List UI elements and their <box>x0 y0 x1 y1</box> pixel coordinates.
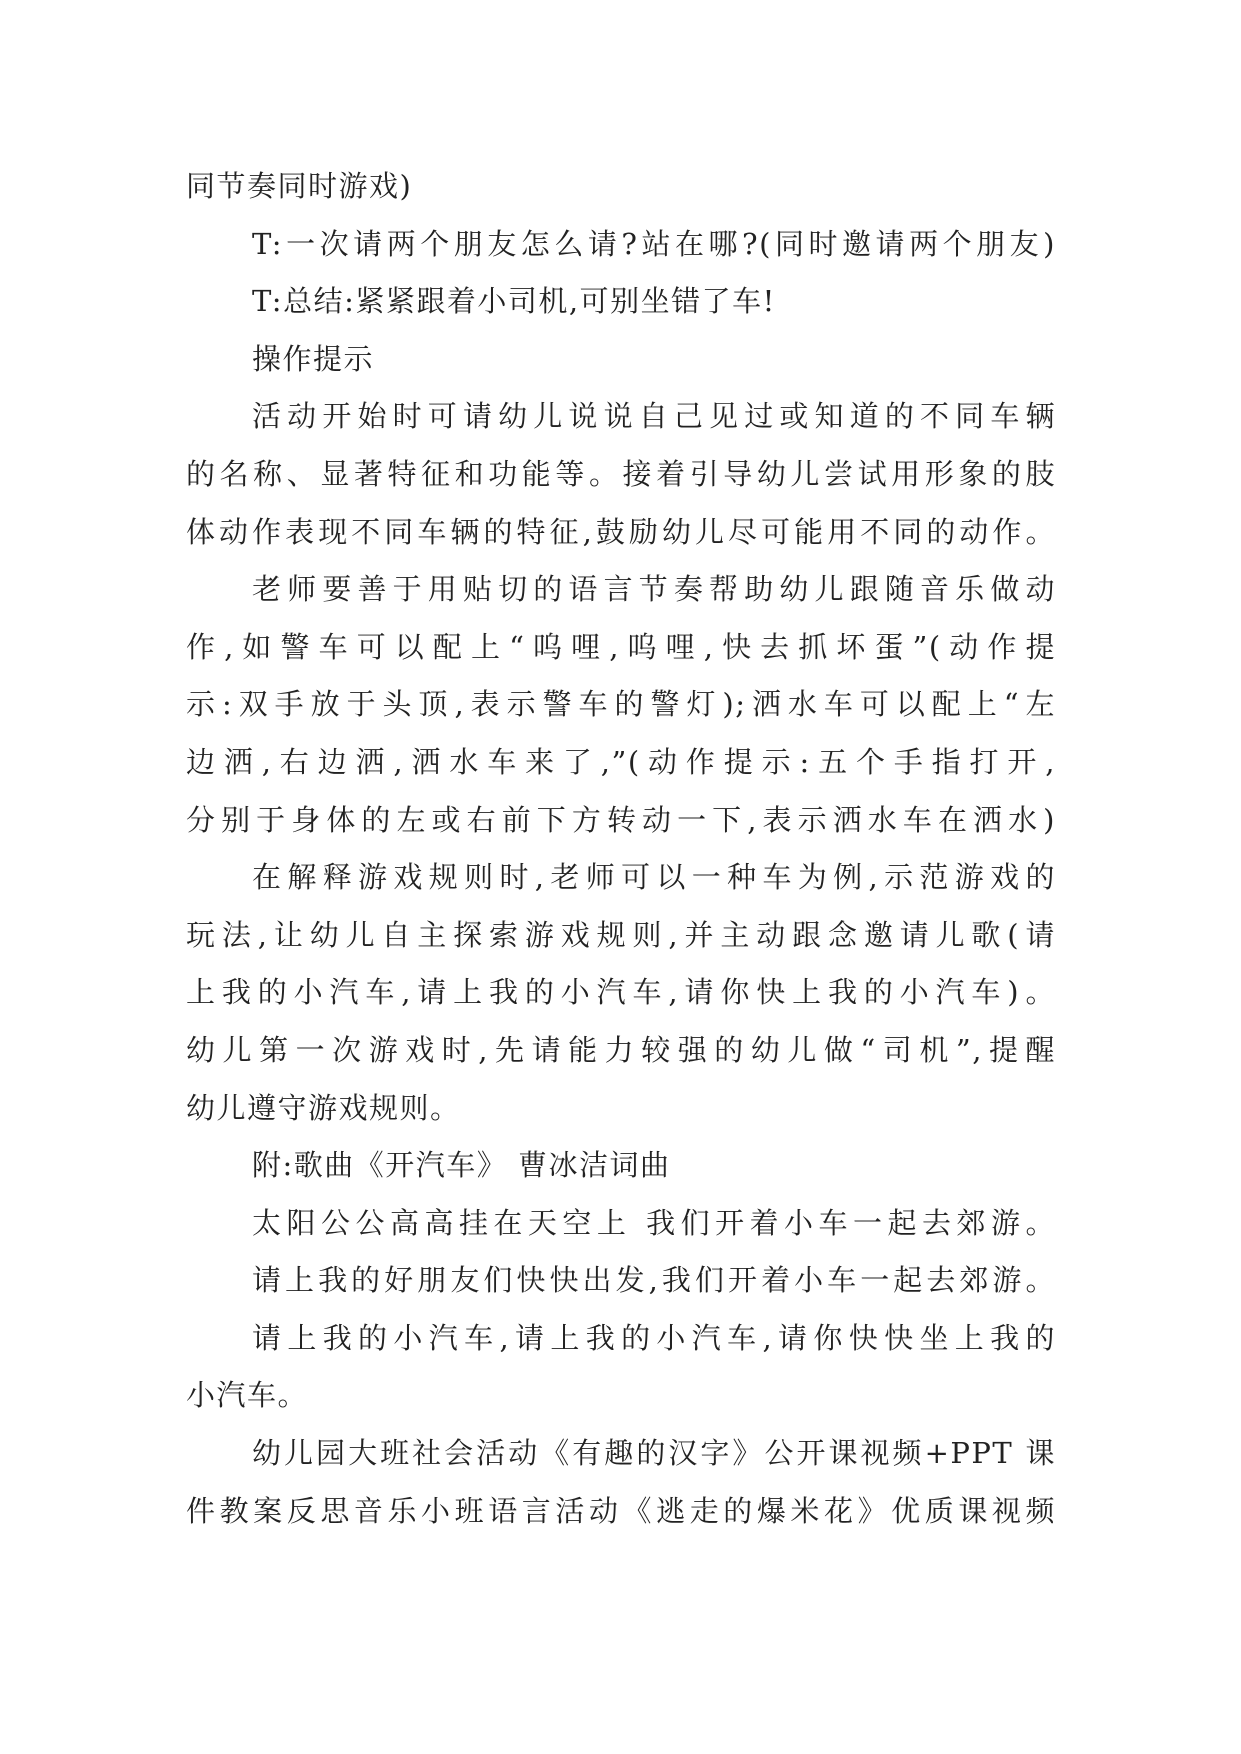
text-line: 请上我的好朋友们快快出发,我们开着小车一起去郊游。 <box>252 1263 1056 1298</box>
text-line: 活动开始时可请幼儿说说自己见过或知道的不同车辆 <box>252 399 1056 434</box>
text-line: 分别于身体的左或右前下方转动一下,表示洒水车在洒水) <box>186 802 1056 837</box>
text-line: 附:歌曲《开汽车》 曹冰洁词曲 <box>252 1148 671 1183</box>
text-line: 太阳公公高高挂在天空上 我们开着小车一起去郊游。 <box>252 1205 1056 1240</box>
text-line: 幼儿遵守游戏规则。 <box>186 1090 461 1125</box>
text-line: T:总结:紧紧跟着小司机,可别坐错了车! <box>252 284 776 319</box>
text-line: 作,如警车可以配上“呜哩,呜哩,快去抓坏蛋”(动作提 <box>186 629 1056 664</box>
text-line: 同节奏同时游戏) <box>186 169 413 203</box>
text-line: 幼儿第一次游戏时,先请能力较强的幼儿做“司机”,提醒 <box>186 1032 1056 1067</box>
text-line: 件教案反思音乐小班语言活动《逃走的爆米花》优质课视频 <box>186 1493 1056 1528</box>
text-line: 在解释游戏规则时,老师可以一种车为例,示范游戏的 <box>252 860 1056 895</box>
document-body <box>186 158 1056 1540</box>
text-line: 边洒,右边洒,洒水车来了,”(动作提示:五个手指打开, <box>186 744 1056 779</box>
text-line: 幼儿园大班社会活动《有趣的汉字》公开课视频+PPT 课 <box>252 1436 1056 1471</box>
text-line: 上我的小汽车,请上我的小汽车,请你快上我的小汽车)。 <box>186 975 1056 1010</box>
text-line: 小汽车。 <box>186 1378 309 1413</box>
text-line: 老师要善于用贴切的语言节奏帮助幼儿跟随音乐做动 <box>252 572 1056 607</box>
text-line: 玩法,让幼儿自主探索游戏规则,并主动跟念邀请儿歌(请 <box>186 917 1056 952</box>
text-line: 示:双手放于头顶,表示警车的警灯);洒水车可以配上“左 <box>186 687 1056 722</box>
text-line: T:一次请两个朋友怎么请?站在哪?(同时邀请两个朋友) <box>252 226 1056 261</box>
text-line: 的名称、显著特征和功能等。接着引导幼儿尝试用形象的肢 <box>186 456 1056 491</box>
text-line: 体动作表现不同车辆的特征,鼓励幼儿尽可能用不同的动作。 <box>186 514 1056 549</box>
text-line: 操作提示 <box>252 341 375 376</box>
text-line: 请上我的小汽车,请上我的小汽车,请你快快坐上我的 <box>252 1320 1056 1355</box>
